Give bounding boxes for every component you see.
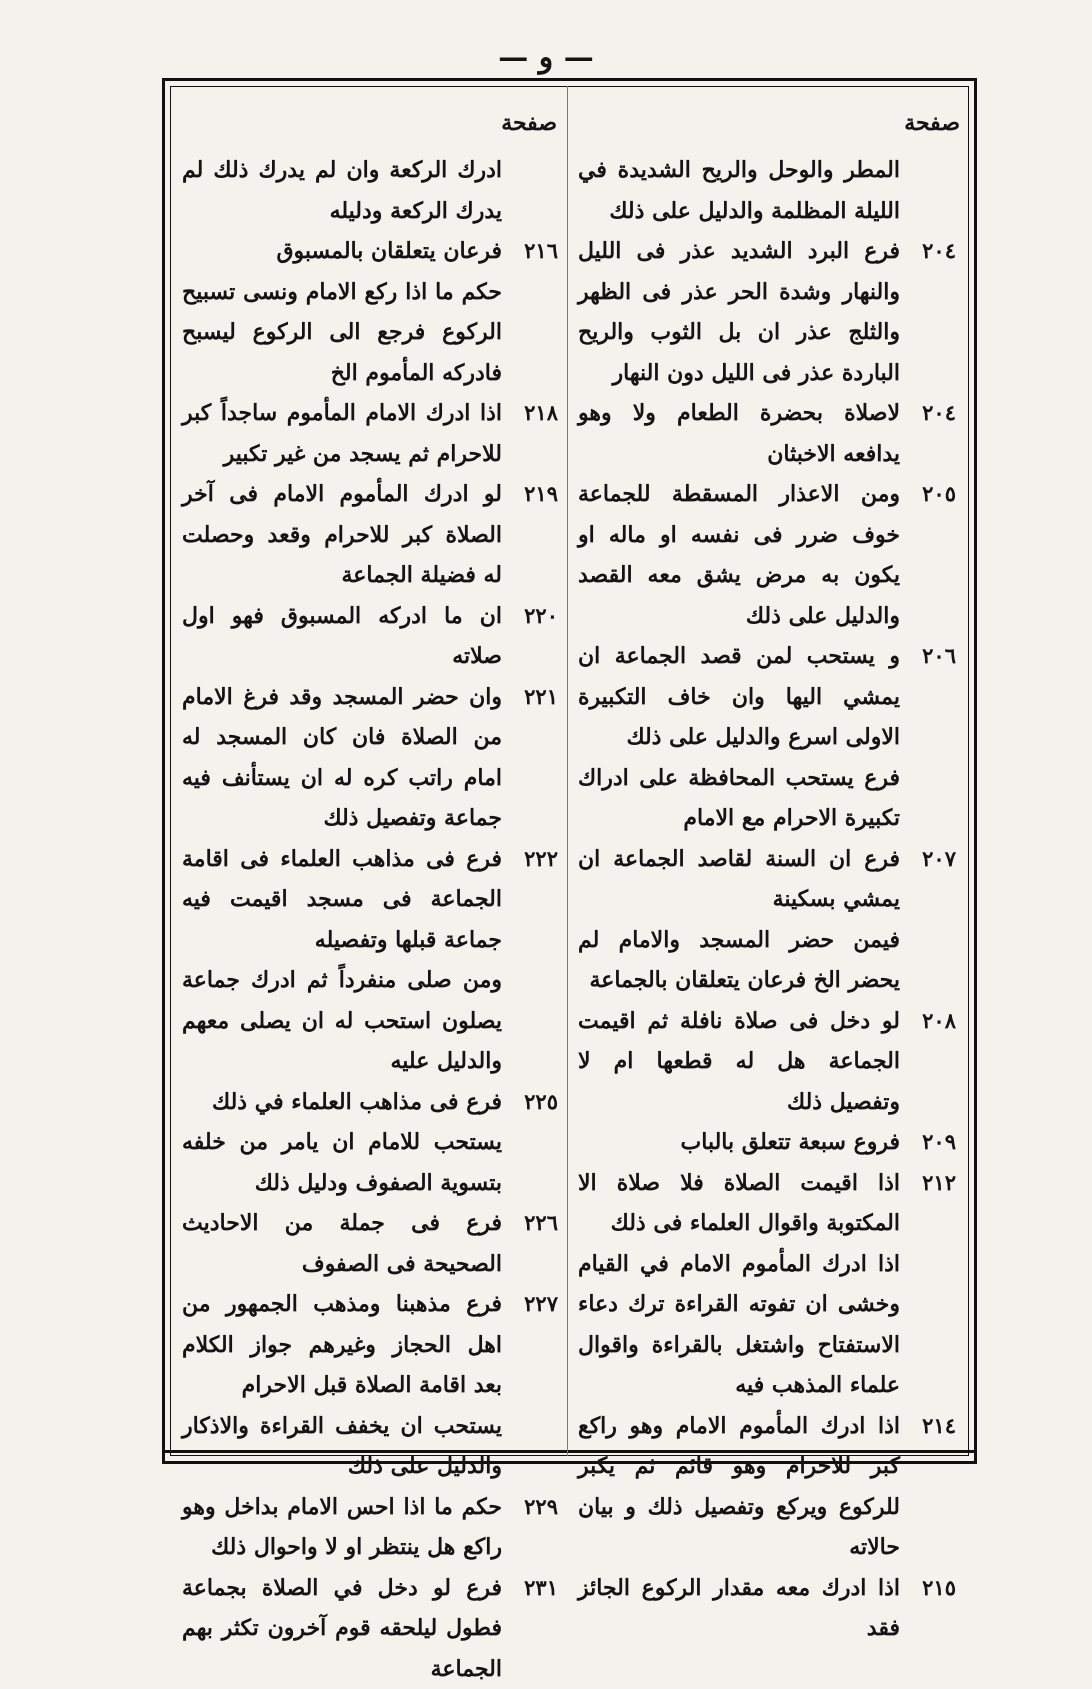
entry-text: ادرك الركعة وان لم يدرك ذلك لم يدرك الركعة ودليله (182, 150, 502, 231)
entry-page-number: ٢٠٨ (900, 1001, 956, 1041)
entry-text: لاصلاة بحضرة الطعام ولا وهو يدافعه الاخبثان (578, 393, 900, 474)
entry-text: يستحب ان يخفف القراءة والاذكار والدليل على ذلك (182, 1406, 502, 1487)
entry-text: اذا ادرك معه مقدار الركوع الجائز فقد (578, 1568, 900, 1649)
entry-page-number: ٢٠٤ (900, 231, 956, 271)
entry-page-number: ٢٠٤ (900, 393, 956, 433)
entry-text: فرعان يتعلقان بالمسبوق (182, 231, 502, 272)
index-entry (578, 231, 956, 393)
entry-text: فرع فى مذاهب العلماء فى اقامة الجماعة فى مسجد اقيمت فيه جماعة قبلها وتفصيله (182, 839, 502, 961)
index-entry (182, 272, 558, 394)
index-entry (182, 393, 558, 474)
entry-page-number: ٢٣١ (502, 1568, 558, 1608)
entry-text: و يستحب لمن قصد الجماعة ان يمشي اليها وان خاف التكبيرة الاولى اسرع والدليل على ذلك (578, 636, 900, 758)
index-entry (182, 231, 558, 272)
entry-text: اذا ادرك المأموم الامام وهو راكع كبر للاحرام وهو قائم ثم يكبر للركوع ويركع وتفصيل ذلك و بيان حالاته (578, 1406, 900, 1568)
entry-text: ان ما ادركه المسبوق فهو اول صلاته (182, 596, 502, 677)
entry-page-number: ٢١٥ (900, 1568, 956, 1608)
index-entry (578, 474, 956, 636)
entry-text: لو دخل فى صلاة نافلة ثم اقيمت الجماعة هل له قطعها ام لا وتفصيل ذلك (578, 1001, 900, 1123)
index-entry (578, 1001, 956, 1123)
index-entry (182, 1082, 558, 1123)
index-entry (182, 1284, 558, 1406)
entry-page-number: ٢٢٧ (502, 1284, 558, 1324)
entry-text: فرع لو دخل في الصلاة بجماعة فطول ليلحقه قوم آخرون تكثر بهم الجماعة (182, 1568, 502, 1689)
page-number: — و — (0, 40, 1092, 75)
entry-page-number: ٢١٤ (900, 1406, 956, 1446)
entry-text: حكم ما اذا ركع الامام ونسى تسبيح الركوع فرجع الى الركوع ليسبح فادركه المأموم الخ (182, 272, 502, 394)
entry-text: اذا ادرك المأموم الامام في القيام وخشى ان تفوته القراءة ترك دعاء الاستفتاح واشتغل بالقراءة واقوال علماء المذهب فيه (578, 1244, 900, 1406)
index-entry (578, 839, 956, 920)
entry-text: فروع سبعة تتعلق بالباب (578, 1122, 900, 1163)
entry-page-number: ٢٢٩ (502, 1487, 558, 1527)
entry-text: ومن صلى منفرداً ثم ادرك جماعة يصلون استحب له ان يصلى معهم والدليل عليه (182, 960, 502, 1082)
entry-text: فرع ان السنة لقاصد الجماعة ان يمشي بسكينة (578, 839, 900, 920)
entry-page-number: ٢١٩ (502, 474, 558, 514)
index-entry (182, 596, 558, 677)
entry-text: يستحب للامام ان يامر من خلفه بتسوية الصفوف ودليل ذلك (182, 1122, 502, 1203)
index-entry (578, 1122, 956, 1163)
right-index-column (578, 150, 956, 1440)
index-entry (182, 839, 558, 961)
right-column-header: صفحة (904, 110, 960, 136)
entry-text: اذا اقيمت الصلاة فلا صلاة الا المكتوبة واقوال العلماء فى ذلك (578, 1163, 900, 1244)
index-entry (578, 758, 956, 839)
entry-page-number: ٢٠٧ (900, 839, 956, 879)
index-entry (182, 960, 558, 1082)
entry-page-number: ٢٠٩ (900, 1122, 956, 1162)
entry-text: فيمن حضر المسجد والامام لم يحضر الخ فرعان يتعلقان بالجماعة (578, 920, 900, 1001)
entry-page-number: ٢١٢ (900, 1163, 956, 1203)
entry-page-number: ٢٢٠ (502, 596, 558, 636)
entry-page-number: ٢٢٦ (502, 1203, 558, 1243)
index-entry (578, 1163, 956, 1244)
index-entry (182, 1568, 558, 1689)
left-index-column (182, 150, 558, 1440)
entry-page-number: ٢٠٦ (900, 636, 956, 676)
index-entry (182, 474, 558, 596)
entry-text: وان حضر المسجد وقد فرغ الامام من الصلاة فان كان المسجد له امام راتب كره له ان يستأنف فيه جماعة وتفصيل ذلك (182, 677, 502, 839)
index-entry (578, 1568, 956, 1649)
entry-text: حكم ما اذا احس الامام بداخل وهو راكع هل ينتظر او لا واحوال ذلك (182, 1487, 502, 1568)
entry-text: فرع البرد الشديد عذر فى الليل والنهار وشدة الحر عذر فى الظهر والثلج عذر ان بل الثوب والريح الباردة عذر فى الليل دون النهار (578, 231, 900, 393)
entry-page-number: ٢١٨ (502, 393, 558, 433)
index-entry (578, 393, 956, 474)
entry-text: ومن الاعذار المسقطة للجماعة خوف ضرر فى نفسه او ماله او يكون به مرض يشق معه القصد والدليل على ذلك (578, 474, 900, 636)
entry-text: فرع يستحب المحافظة على ادراك تكبيرة الاحرام مع الامام (578, 758, 900, 839)
entry-text: اذا ادرك الامام المأموم ساجداً كبر للاحرام ثم يسجد من غير تكبير (182, 393, 502, 474)
entry-text: لو ادرك المأموم الامام فى آخر الصلاة كبر للاحرام وقعد وحصلت له فضيلة الجماعة (182, 474, 502, 596)
entry-page-number: ٢١٦ (502, 231, 558, 271)
entry-text: المطر والوحل والريح الشديدة في الليلة المظلمة والدليل على ذلك (578, 150, 900, 231)
index-entry (182, 1487, 558, 1568)
index-entry (578, 1406, 956, 1568)
entry-text: فرع فى مذاهب العلماء في ذلك (182, 1082, 502, 1123)
entry-page-number: ٢٠٥ (900, 474, 956, 514)
index-entry (578, 150, 956, 231)
index-entry (182, 677, 558, 839)
index-entry (182, 1203, 558, 1284)
index-entry (182, 150, 558, 231)
entry-page-number: ٢٢١ (502, 677, 558, 717)
entry-text: فرع فى جملة من الاحاديث الصحيحة فى الصفوف (182, 1203, 502, 1284)
entry-page-number: ٢٢٥ (502, 1082, 558, 1122)
column-divider (567, 86, 568, 1456)
entry-text: فرع مذهبنا ومذهب الجمهور من اهل الحجاز وغيرهم جواز الكلام بعد اقامة الصلاة قبل الاحرام (182, 1284, 502, 1406)
left-column-header: صفحة (501, 110, 557, 136)
entry-page-number: ٢٢٢ (502, 839, 558, 879)
index-entry (578, 636, 956, 758)
index-entry (182, 1122, 558, 1203)
index-entry (182, 1406, 558, 1487)
index-entry (578, 1244, 956, 1406)
index-entry (578, 920, 956, 1001)
